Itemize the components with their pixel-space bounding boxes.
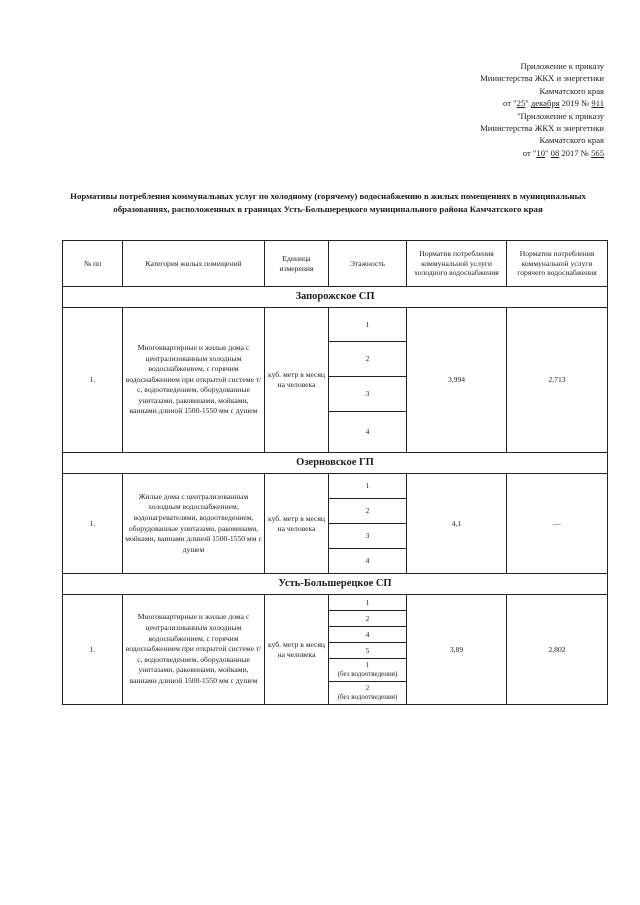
floor-note: (без водоотведения) [337,693,398,701]
order-line: Приложение к приказу [520,61,604,71]
date-sep: " [525,98,531,109]
order-number: 565 [591,147,604,158]
category-cell: Жилые дома с централизованным холодным водоснабжением, водонагревателями, водоотведением, оборудованные унитазами, раковинами, мойками, ваннами длиной 1500-1550 мм с душем [123,474,265,574]
date-year: 2017 № [559,147,592,158]
floor-cell: 1 [329,308,407,342]
date-month: 08 [550,147,560,158]
floor-cell: 4 [329,412,407,453]
order-date-line [480,97,604,109]
floor-cell: 4 [329,549,407,574]
table-row [63,308,608,342]
row-num: 1. [63,595,123,705]
unit-cell: куб. метр в месяц на человека [265,474,329,574]
col-header-unit: Единица измерения [265,241,329,287]
table-row [63,474,608,499]
section-name: Усть-Большерецкое СП [63,574,608,595]
section-row [63,574,608,595]
section-name: Озерновское ГП [63,453,608,474]
hot-norm-cell: 2,802 [507,595,608,705]
date-day: 10 [536,147,545,158]
cold-norm-cell: 3,994 [407,308,507,453]
table-header-row [63,241,608,287]
document-title: Нормативы потребления коммунальных услуг по холодному (горячему) водоснабжению в жилых помещениях в муниципальных образованиях, расположенных в границах Усть-Большерецкого муниципального района Камчатского края [70,191,586,214]
cold-norm-cell: 4,1 [407,474,507,574]
floor-value: 1 [365,661,370,669]
date-month: декабря [530,98,560,109]
floor-cell: 4 [329,627,407,643]
order-line: Министерства ЖКХ и энергетики [480,123,604,134]
order-line: "Приложение к приказу [517,110,604,121]
unit-cell: куб. метр в месяц на человека [265,595,329,705]
floor-cell: 3 [329,377,407,412]
date-prefix: от " [503,98,517,109]
floor-cell: 2 [329,342,407,377]
floor-cell: 1 [329,595,407,611]
order-line: Камчатского края [539,135,604,146]
order-number: 911 [591,98,604,109]
category-cell: Многоквартирные и жилые дома с централизованным холодным водоснабжением, с горячим водоснабжением при открытой системе т/с, водоотведением, оборудованные унитазами, раковинами, мойками, ваннами длиной 1500-1550 мм с душем [123,308,265,453]
table-row [63,595,608,611]
date-year: 2019 № [559,98,592,109]
col-header-num: № пп [63,241,123,287]
col-header-hot: Норматив потребления коммунальной услуги горячего водоснабжения [507,241,608,287]
order-date-line [480,147,604,159]
floor-note: (без водоотведения) [337,670,398,678]
date-prefix: от " [522,147,537,158]
section-name: Запорожское СП [63,287,608,308]
floor-cell: 1 [329,474,407,499]
row-num: 1. [63,474,123,574]
unit-cell: куб. метр в месяц на человека [265,308,329,453]
category-cell: Многоквартирные и жилые дома с централизованным холодным водоснабжением, с горячим водоснабжением при открытой системе т/с, водоотведением, оборудованные унитазами, раковинами, мойками, ваннами длиной 1500-1550 мм с душем [123,595,265,705]
order-line: Министерства ЖКХ и энергетики [480,73,604,84]
col-header-cold: Норматив потребления коммунальной услуги холодного водоснабжения [407,241,507,287]
col-header-floors: Этажность [329,241,407,287]
hot-norm-cell: — [507,474,608,574]
cold-norm-cell: 3,89 [407,595,507,705]
floor-cell: 2 [329,499,407,524]
row-num: 1. [63,308,123,453]
floor-cell: 5 [329,643,407,659]
section-row [63,453,608,474]
floor-value: 2 [365,684,370,692]
section-row [63,287,608,308]
col-header-category: Категория жилых помещений [123,241,265,287]
order-reference [480,60,604,159]
floor-cell: 3 [329,524,407,549]
order-line: Камчатского края [539,85,604,96]
floor-cell-no-drainage [329,682,407,705]
date-day: 25 [516,98,526,109]
floor-cell-no-drainage [329,659,407,682]
hot-norm-cell: 2,713 [507,308,608,453]
norms-table [62,240,608,705]
floor-cell: 2 [329,611,407,627]
date-sep: " [545,147,551,158]
